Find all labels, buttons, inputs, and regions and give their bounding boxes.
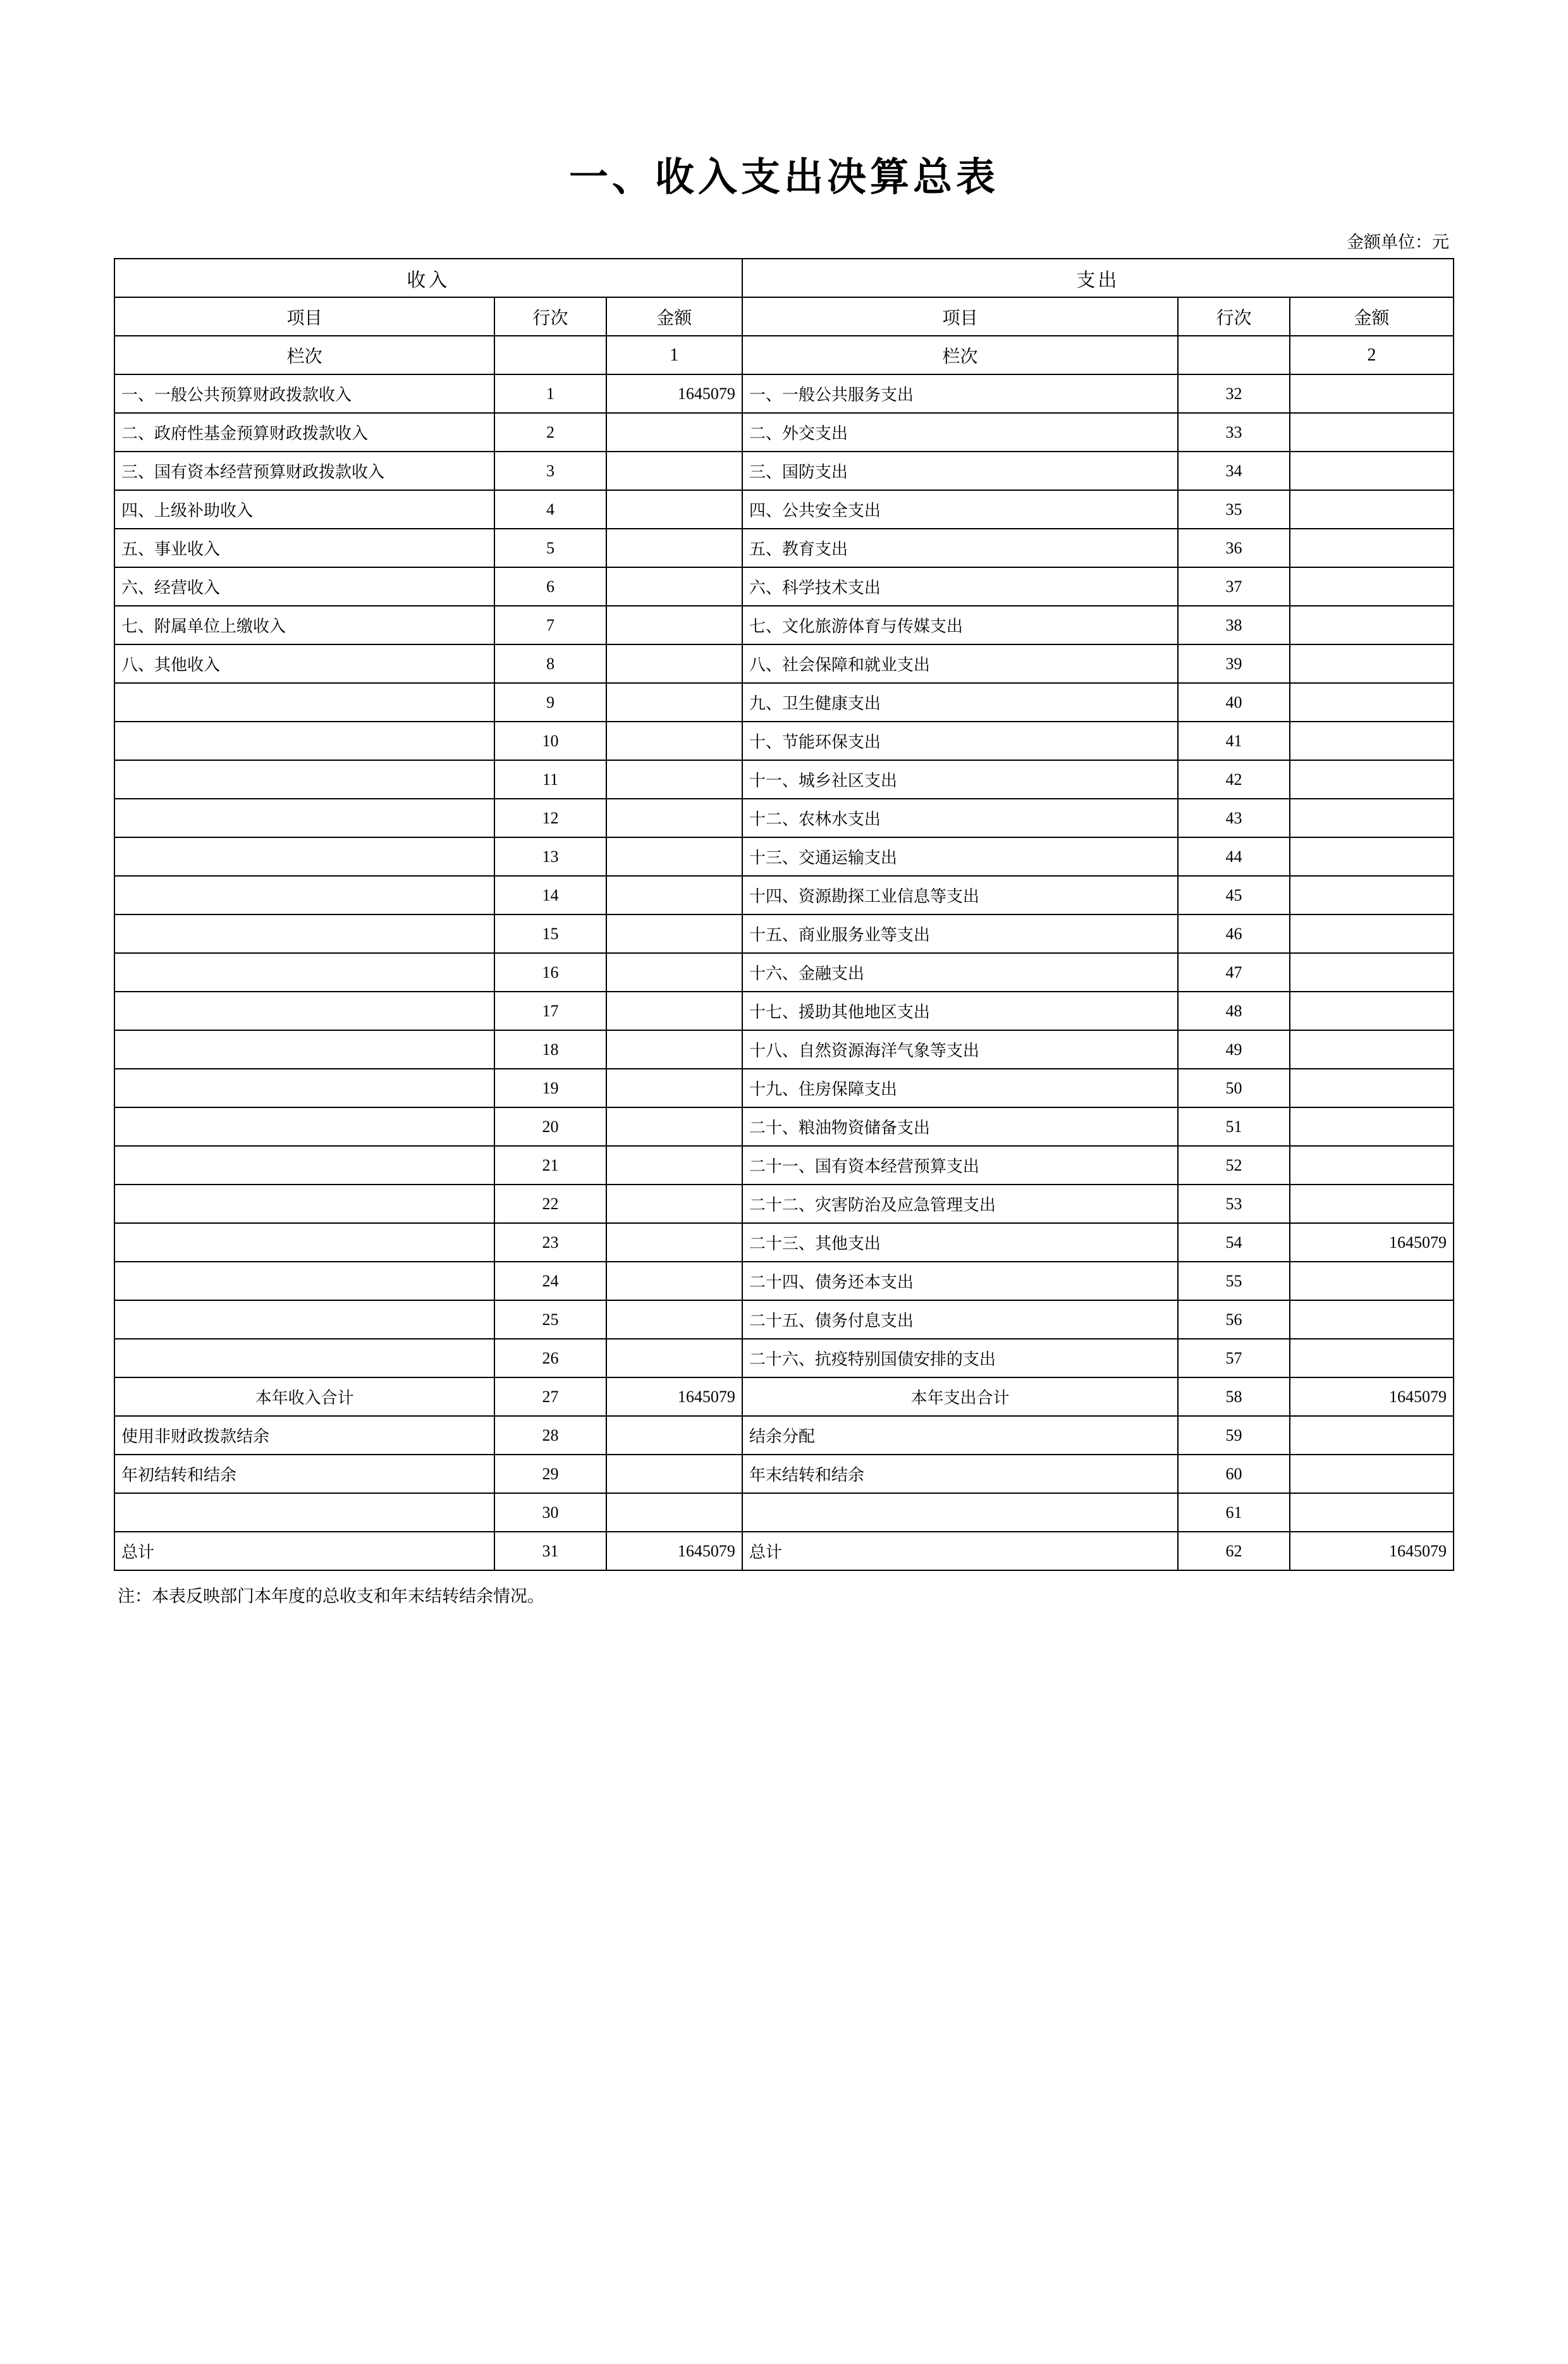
table-row bbox=[114, 1455, 1454, 1493]
expense-item-cell: 十四、资源勘探工业信息等支出 bbox=[742, 876, 1178, 914]
income-item-cell bbox=[114, 1493, 494, 1532]
income-line-cell: 21 bbox=[494, 1146, 606, 1185]
expense-line-cell: 62 bbox=[1178, 1532, 1290, 1570]
expense-amount-cell bbox=[1290, 683, 1454, 722]
expense-line-cell: 55 bbox=[1178, 1262, 1290, 1300]
expense-item-cell: 九、卫生健康支出 bbox=[742, 683, 1178, 722]
income-line-cell: 2 bbox=[494, 413, 606, 452]
expense-line-cell: 37 bbox=[1178, 567, 1290, 606]
income-amount-cell bbox=[606, 992, 742, 1030]
income-amount-cell bbox=[606, 606, 742, 644]
income-line-cell: 31 bbox=[494, 1532, 606, 1570]
income-amount-cell bbox=[606, 914, 742, 953]
expense-amount-cell bbox=[1290, 837, 1454, 876]
income-line-cell: 9 bbox=[494, 683, 606, 722]
expense-line-cell: 42 bbox=[1178, 760, 1290, 799]
income-item-cell bbox=[114, 837, 494, 876]
expense-amount-cell bbox=[1290, 1030, 1454, 1069]
table-row bbox=[114, 1262, 1454, 1300]
income-line-cell: 25 bbox=[494, 1300, 606, 1339]
expense-line-cell: 59 bbox=[1178, 1416, 1290, 1455]
expense-line-cell: 32 bbox=[1178, 374, 1290, 413]
income-amount-cell bbox=[606, 760, 742, 799]
expense-line-cell: 61 bbox=[1178, 1493, 1290, 1532]
expense-line-cell: 47 bbox=[1178, 953, 1290, 992]
income-line-cell: 7 bbox=[494, 606, 606, 644]
income-line-cell: 19 bbox=[494, 1069, 606, 1107]
expense-line-cell: 58 bbox=[1178, 1377, 1290, 1416]
income-line-cell: 27 bbox=[494, 1377, 606, 1416]
table-row bbox=[114, 1030, 1454, 1069]
table-footer-note: 注：本表反映部门本年度的总收支和年末结转结余情况。 bbox=[118, 1587, 544, 1606]
table-row bbox=[114, 1107, 1454, 1146]
expense-amount-cell bbox=[1290, 953, 1454, 992]
table-row bbox=[114, 992, 1454, 1030]
income-line-cell: 20 bbox=[494, 1107, 606, 1146]
income-item-cell: 使用非财政拨款结余 bbox=[114, 1416, 494, 1455]
expense-amount-cell bbox=[1290, 1416, 1454, 1455]
income-amount-cell bbox=[606, 567, 742, 606]
table-group-header-row bbox=[114, 259, 1454, 297]
expense-amount-cell: 1645079 bbox=[1290, 1532, 1454, 1570]
table-row bbox=[114, 760, 1454, 799]
expense-item-cell: 二十、粮油物资储备支出 bbox=[742, 1107, 1178, 1146]
income-line-cell: 16 bbox=[494, 953, 606, 992]
income-item-cell: 年初结转和结余 bbox=[114, 1455, 494, 1493]
expense-amount-cell bbox=[1290, 1300, 1454, 1339]
expense-item-cell: 总计 bbox=[742, 1532, 1178, 1570]
income-line-cell: 30 bbox=[494, 1493, 606, 1532]
income-amount-cell bbox=[606, 1069, 742, 1107]
expense-amount-cell bbox=[1290, 1107, 1454, 1146]
expense-item-cell: 四、公共安全支出 bbox=[742, 490, 1178, 529]
income-amount-cell bbox=[606, 1262, 742, 1300]
income-line-cell: 14 bbox=[494, 876, 606, 914]
income-column-number: 1 bbox=[606, 336, 742, 374]
income-item-cell bbox=[114, 799, 494, 837]
expense-line-cell: 33 bbox=[1178, 413, 1290, 452]
table-row bbox=[114, 722, 1454, 760]
income-amount-cell bbox=[606, 1030, 742, 1069]
expense-line-cell: 56 bbox=[1178, 1300, 1290, 1339]
table-row bbox=[114, 490, 1454, 529]
expense-amount-cell bbox=[1290, 1339, 1454, 1377]
income-line-cell: 15 bbox=[494, 914, 606, 953]
income-amount-cell bbox=[606, 1223, 742, 1262]
income-amount-cell bbox=[606, 490, 742, 529]
income-amount-cell bbox=[606, 1146, 742, 1185]
table-row bbox=[114, 644, 1454, 683]
income-line-cell: 26 bbox=[494, 1339, 606, 1377]
income-line-cell: 4 bbox=[494, 490, 606, 529]
expense-line-cell: 39 bbox=[1178, 644, 1290, 683]
expense-group-header: 支出 bbox=[742, 259, 1454, 297]
income-item-cell bbox=[114, 683, 494, 722]
expense-amount-cell bbox=[1290, 529, 1454, 567]
income-line-cell: 1 bbox=[494, 374, 606, 413]
expense-amount-cell bbox=[1290, 1185, 1454, 1223]
table-row bbox=[114, 413, 1454, 452]
expense-amount-cell bbox=[1290, 1493, 1454, 1532]
income-item-cell bbox=[114, 876, 494, 914]
expense-item-cell: 十、节能环保支出 bbox=[742, 722, 1178, 760]
income-item-cell bbox=[114, 1262, 494, 1300]
expense-item-cell: 十六、金融支出 bbox=[742, 953, 1178, 992]
table-row bbox=[114, 1223, 1454, 1262]
table-row bbox=[114, 1416, 1454, 1455]
income-item-cell bbox=[114, 1223, 494, 1262]
expense-line-cell: 44 bbox=[1178, 837, 1290, 876]
expense-line-cell: 53 bbox=[1178, 1185, 1290, 1223]
expense-line-cell: 38 bbox=[1178, 606, 1290, 644]
income-group-header: 收入 bbox=[114, 259, 742, 297]
income-amount-cell bbox=[606, 1107, 742, 1146]
expense-item-cell: 七、文化旅游体育与传媒支出 bbox=[742, 606, 1178, 644]
income-line-cell: 6 bbox=[494, 567, 606, 606]
income-item-cell: 七、附属单位上缴收入 bbox=[114, 606, 494, 644]
income-line-cell: 24 bbox=[494, 1262, 606, 1300]
expense-item-cell: 三、国防支出 bbox=[742, 452, 1178, 490]
expense-column-number: 2 bbox=[1290, 336, 1454, 374]
income-amount-cell bbox=[606, 722, 742, 760]
income-item-cell: 四、上级补助收入 bbox=[114, 490, 494, 529]
income-item-cell: 八、其他收入 bbox=[114, 644, 494, 683]
income-item-cell: 三、国有资本经营预算财政拨款收入 bbox=[114, 452, 494, 490]
expense-amount-cell bbox=[1290, 722, 1454, 760]
income-amount-cell bbox=[606, 452, 742, 490]
table-lanci-row bbox=[114, 336, 1454, 374]
expense-line-cell: 45 bbox=[1178, 876, 1290, 914]
expense-item-cell: 八、社会保障和就业支出 bbox=[742, 644, 1178, 683]
income-line-cell: 12 bbox=[494, 799, 606, 837]
expense-line-cell: 57 bbox=[1178, 1339, 1290, 1377]
expense-line-cell: 48 bbox=[1178, 992, 1290, 1030]
income-amount-cell bbox=[606, 1339, 742, 1377]
expense-amount-cell bbox=[1290, 452, 1454, 490]
table-row bbox=[114, 1146, 1454, 1185]
amount-unit-note: 金额单位：元 bbox=[1347, 233, 1449, 252]
income-line-cell: 17 bbox=[494, 992, 606, 1030]
income-item-cell bbox=[114, 914, 494, 953]
expense-item-cell: 结余分配 bbox=[742, 1416, 1178, 1455]
expense-amount-cell bbox=[1290, 992, 1454, 1030]
expense-amount-cell bbox=[1290, 1146, 1454, 1185]
income-line-cell: 29 bbox=[494, 1455, 606, 1493]
expense-amount-cell bbox=[1290, 799, 1454, 837]
table-row bbox=[114, 914, 1454, 953]
table-row bbox=[114, 799, 1454, 837]
income-line-cell: 23 bbox=[494, 1223, 606, 1262]
table-row bbox=[114, 1377, 1454, 1416]
income-lanci-line-blank bbox=[494, 336, 606, 374]
expense-item-cell: 六、科学技术支出 bbox=[742, 567, 1178, 606]
income-item-cell bbox=[114, 722, 494, 760]
document-page bbox=[0, 145, 1568, 2364]
income-amount-cell bbox=[606, 953, 742, 992]
expense-item-cell: 二十六、抗疫特别国债安排的支出 bbox=[742, 1339, 1178, 1377]
table-row bbox=[114, 1493, 1454, 1532]
expense-line-header: 行次 bbox=[1178, 297, 1290, 336]
table-row bbox=[114, 837, 1454, 876]
expense-line-cell: 41 bbox=[1178, 722, 1290, 760]
expense-lanci-line-blank bbox=[1178, 336, 1290, 374]
expense-amount-cell bbox=[1290, 876, 1454, 914]
income-amount-cell bbox=[606, 1493, 742, 1532]
expense-item-cell: 十五、商业服务业等支出 bbox=[742, 914, 1178, 953]
income-item-cell bbox=[114, 1300, 494, 1339]
income-item-cell: 一、一般公共预算财政拨款收入 bbox=[114, 374, 494, 413]
expense-amount-cell: 1645079 bbox=[1290, 1377, 1454, 1416]
table-row bbox=[114, 529, 1454, 567]
table-row bbox=[114, 1300, 1454, 1339]
expense-item-cell: 年末结转和结余 bbox=[742, 1455, 1178, 1493]
income-item-header: 项目 bbox=[114, 297, 494, 336]
income-item-cell bbox=[114, 1185, 494, 1223]
expense-amount-cell bbox=[1290, 1455, 1454, 1493]
expense-item-cell: 十七、援助其他地区支出 bbox=[742, 992, 1178, 1030]
expense-item-cell: 十九、住房保障支出 bbox=[742, 1069, 1178, 1107]
expense-amount-cell bbox=[1290, 644, 1454, 683]
income-item-cell: 二、政府性基金预算财政拨款收入 bbox=[114, 413, 494, 452]
expense-line-cell: 40 bbox=[1178, 683, 1290, 722]
expense-amount-cell bbox=[1290, 567, 1454, 606]
income-item-cell: 五、事业收入 bbox=[114, 529, 494, 567]
income-line-cell: 18 bbox=[494, 1030, 606, 1069]
income-item-cell bbox=[114, 1339, 494, 1377]
expense-item-header: 项目 bbox=[742, 297, 1178, 336]
expense-line-cell: 50 bbox=[1178, 1069, 1290, 1107]
income-item-cell bbox=[114, 953, 494, 992]
expense-item-cell: 十二、农林水支出 bbox=[742, 799, 1178, 837]
expense-item-cell: 十三、交通运输支出 bbox=[742, 837, 1178, 876]
expense-amount-cell bbox=[1290, 413, 1454, 452]
expense-line-cell: 35 bbox=[1178, 490, 1290, 529]
expense-item-cell: 十一、城乡社区支出 bbox=[742, 760, 1178, 799]
expense-amount-cell bbox=[1290, 606, 1454, 644]
income-amount-cell: 1645079 bbox=[606, 1532, 742, 1570]
income-item-cell: 六、经营收入 bbox=[114, 567, 494, 606]
expense-amount-cell bbox=[1290, 1069, 1454, 1107]
expense-amount-cell bbox=[1290, 760, 1454, 799]
expense-item-cell: 二十二、灾害防治及应急管理支出 bbox=[742, 1185, 1178, 1223]
income-item-cell bbox=[114, 1146, 494, 1185]
expense-amount-cell bbox=[1290, 1262, 1454, 1300]
income-amount-cell: 1645079 bbox=[606, 1377, 742, 1416]
income-item-cell bbox=[114, 1030, 494, 1069]
expense-line-cell: 49 bbox=[1178, 1030, 1290, 1069]
expense-item-cell: 二十一、国有资本经营预算支出 bbox=[742, 1146, 1178, 1185]
expense-line-cell: 43 bbox=[1178, 799, 1290, 837]
income-amount-cell bbox=[606, 837, 742, 876]
income-amount-cell bbox=[606, 1416, 742, 1455]
expense-item-cell: 二十五、债务付息支出 bbox=[742, 1300, 1178, 1339]
table-row bbox=[114, 1069, 1454, 1107]
table-row bbox=[114, 1185, 1454, 1223]
income-amount-cell bbox=[606, 799, 742, 837]
income-amount-cell bbox=[606, 413, 742, 452]
income-amount-cell bbox=[606, 529, 742, 567]
table-column-header-row bbox=[114, 297, 1454, 336]
revenue-expenditure-final-account-table bbox=[114, 258, 1454, 1571]
expense-amount-cell bbox=[1290, 374, 1454, 413]
income-line-cell: 3 bbox=[494, 452, 606, 490]
income-amount-cell bbox=[606, 876, 742, 914]
expense-line-cell: 46 bbox=[1178, 914, 1290, 953]
table-row bbox=[114, 683, 1454, 722]
income-item-cell: 总计 bbox=[114, 1532, 494, 1570]
table-row bbox=[114, 452, 1454, 490]
expense-item-cell bbox=[742, 1493, 1178, 1532]
income-amount-cell bbox=[606, 1300, 742, 1339]
table-row bbox=[114, 374, 1454, 413]
expense-item-cell: 二、外交支出 bbox=[742, 413, 1178, 452]
expense-line-cell: 34 bbox=[1178, 452, 1290, 490]
income-amount-header: 金额 bbox=[606, 297, 742, 336]
income-line-cell: 22 bbox=[494, 1185, 606, 1223]
income-line-cell: 10 bbox=[494, 722, 606, 760]
income-line-cell: 28 bbox=[494, 1416, 606, 1455]
expense-line-cell: 36 bbox=[1178, 529, 1290, 567]
income-line-header: 行次 bbox=[494, 297, 606, 336]
expense-line-cell: 54 bbox=[1178, 1223, 1290, 1262]
table-row bbox=[114, 606, 1454, 644]
expense-lanci-label: 栏次 bbox=[742, 336, 1178, 374]
table-row bbox=[114, 1339, 1454, 1377]
income-amount-cell bbox=[606, 683, 742, 722]
income-line-cell: 8 bbox=[494, 644, 606, 683]
table-row bbox=[114, 567, 1454, 606]
table-row bbox=[114, 953, 1454, 992]
expense-item-cell: 十八、自然资源海洋气象等支出 bbox=[742, 1030, 1178, 1069]
income-line-cell: 11 bbox=[494, 760, 606, 799]
income-amount-cell bbox=[606, 1185, 742, 1223]
income-amount-cell bbox=[606, 644, 742, 683]
income-line-cell: 5 bbox=[494, 529, 606, 567]
expense-item-cell: 五、教育支出 bbox=[742, 529, 1178, 567]
page-title: 一、收入支出决算总表 bbox=[568, 154, 999, 200]
income-amount-cell: 1645079 bbox=[606, 374, 742, 413]
expense-amount-header: 金额 bbox=[1290, 297, 1454, 336]
table-row bbox=[114, 876, 1454, 914]
expense-line-cell: 52 bbox=[1178, 1146, 1290, 1185]
expense-item-cell: 一、一般公共服务支出 bbox=[742, 374, 1178, 413]
income-lanci-label: 栏次 bbox=[114, 336, 494, 374]
expense-amount-cell: 1645079 bbox=[1290, 1223, 1454, 1262]
income-amount-cell bbox=[606, 1455, 742, 1493]
expense-item-cell: 二十三、其他支出 bbox=[742, 1223, 1178, 1262]
income-item-cell bbox=[114, 760, 494, 799]
expense-amount-cell bbox=[1290, 914, 1454, 953]
expense-line-cell: 51 bbox=[1178, 1107, 1290, 1146]
income-item-cell bbox=[114, 1069, 494, 1107]
expense-item-cell: 本年支出合计 bbox=[742, 1377, 1178, 1416]
expense-item-cell: 二十四、债务还本支出 bbox=[742, 1262, 1178, 1300]
income-line-cell: 13 bbox=[494, 837, 606, 876]
income-item-cell: 本年收入合计 bbox=[114, 1377, 494, 1416]
expense-line-cell: 60 bbox=[1178, 1455, 1290, 1493]
table-row bbox=[114, 1532, 1454, 1570]
expense-amount-cell bbox=[1290, 490, 1454, 529]
income-item-cell bbox=[114, 992, 494, 1030]
income-item-cell bbox=[114, 1107, 494, 1146]
